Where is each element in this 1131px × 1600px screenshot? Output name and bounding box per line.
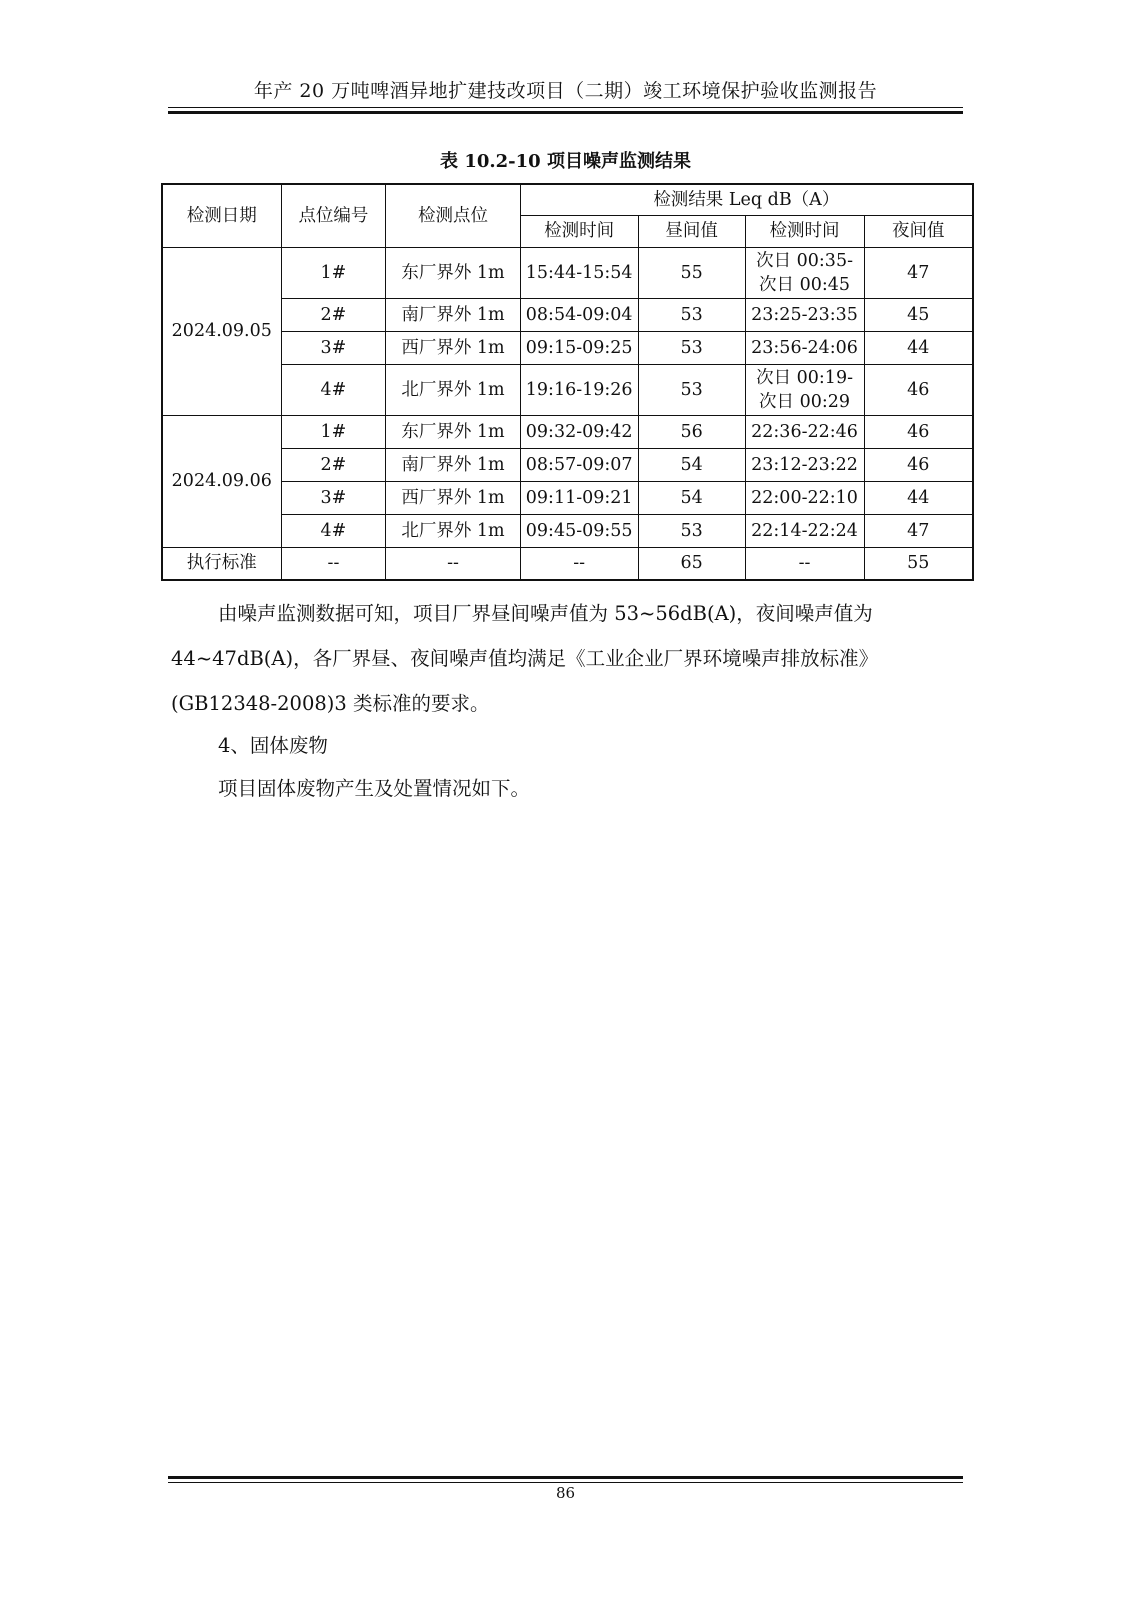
point-cell: 1#: [281, 247, 386, 298]
header-night-time: 检测时间: [745, 215, 864, 247]
day-value-cell: 53: [638, 331, 745, 364]
point-cell: 3#: [281, 481, 386, 514]
header-point-no: 点位编号: [281, 184, 386, 247]
night-value-cell: 45: [864, 298, 973, 331]
standard-night-value-cell: 55: [864, 547, 973, 580]
header-date: 检测日期: [162, 184, 281, 247]
location-cell: 东厂界外 1m: [386, 247, 520, 298]
table-caption: 表 10.2-10 项目噪声监测结果: [440, 151, 691, 172]
night-time-cell: 22:00-22:10: [745, 481, 864, 514]
day-time-cell: 19:16-19:26: [520, 364, 638, 415]
standard-day-value-cell: 65: [638, 547, 745, 580]
night-time-line-1: 次日 00:19-: [756, 367, 853, 388]
night-time-cell: [745, 247, 864, 298]
body-paragraph-solid-waste: 项目固体废物产生及处置情况如下。: [218, 777, 531, 800]
night-time-cell: 23:25-23:35: [745, 298, 864, 331]
day-value-cell: 53: [638, 298, 745, 331]
point-cell: 2#: [281, 298, 386, 331]
night-time-line-2: 次日 00:45: [759, 274, 851, 295]
day-time-cell: 15:44-15:54: [520, 247, 638, 298]
night-time-cell: [745, 364, 864, 415]
standard-point-cell: --: [281, 547, 386, 580]
night-time-line-2: 次日 00:29: [759, 391, 851, 412]
location-cell: 东厂界外 1m: [386, 415, 520, 448]
footer-rule-thick: [168, 1476, 963, 1479]
standard-night-time-cell: --: [745, 547, 864, 580]
standard-label-cell: 执行标准: [162, 547, 281, 580]
footer-rule-thin: [168, 1482, 963, 1483]
header-day-value: 昼间值: [638, 215, 745, 247]
day-value-cell: 53: [638, 364, 745, 415]
night-time-cell: 23:56-24:06: [745, 331, 864, 364]
night-value-cell: 47: [864, 247, 973, 298]
night-time-line-1: 次日 00:35-: [756, 250, 853, 271]
location-cell: 西厂界外 1m: [386, 481, 520, 514]
day-value-cell: 56: [638, 415, 745, 448]
location-cell: 北厂界外 1m: [386, 364, 520, 415]
night-time-cell: 22:36-22:46: [745, 415, 864, 448]
night-value-cell: 46: [864, 448, 973, 481]
location-cell: 南厂界外 1m: [386, 448, 520, 481]
night-value-cell: 46: [864, 364, 973, 415]
date-cell: 2024.09.06: [162, 415, 281, 547]
day-time-cell: 09:11-09:21: [520, 481, 638, 514]
day-value-cell: 54: [638, 481, 745, 514]
standard-location-cell: --: [386, 547, 520, 580]
location-cell: 南厂界外 1m: [386, 298, 520, 331]
point-cell: 4#: [281, 514, 386, 547]
day-time-cell: 08:57-09:07: [520, 448, 638, 481]
day-value-cell: 54: [638, 448, 745, 481]
night-value-cell: 44: [864, 481, 973, 514]
night-value-cell: 47: [864, 514, 973, 547]
point-cell: 4#: [281, 364, 386, 415]
section-heading-solid-waste: 4、固体废物: [218, 734, 328, 757]
header-rule-thin: [168, 107, 963, 108]
night-time-cell: 22:14-22:24: [745, 514, 864, 547]
header-day-time: 检测时间: [520, 215, 638, 247]
day-time-cell: 08:54-09:04: [520, 298, 638, 331]
body-paragraph-noise-conclusion: 由噪声监测数据可知，项目厂界昼间噪声值为 53~56dB(A)，夜间噪声值为 44~47dB(A)，各厂界昼、夜间噪声值均满足《工业企业厂界环境噪声排放标准》(GB12348-2008)3 类标准的要求。: [171, 602, 879, 715]
noise-results-table: [161, 183, 974, 581]
date-cell: 2024.09.05: [162, 247, 281, 415]
page-number: 86: [555, 1484, 576, 1502]
header-night-value: 夜间值: [864, 215, 973, 247]
location-cell: 西厂界外 1m: [386, 331, 520, 364]
day-time-cell: 09:45-09:55: [520, 514, 638, 547]
day-time-cell: 09:15-09:25: [520, 331, 638, 364]
standard-day-time-cell: --: [520, 547, 638, 580]
day-value-cell: 53: [638, 514, 745, 547]
page-header-title: 年产 20 万吨啤酒异地扩建技改项目（二期）竣工环境保护验收监测报告: [253, 80, 878, 102]
night-value-cell: 46: [864, 415, 973, 448]
header-location: 检测点位: [386, 184, 520, 247]
point-cell: 3#: [281, 331, 386, 364]
night-value-cell: 44: [864, 331, 973, 364]
location-cell: 北厂界外 1m: [386, 514, 520, 547]
day-time-cell: 09:32-09:42: [520, 415, 638, 448]
day-value-cell: 55: [638, 247, 745, 298]
header-result-group: 检测结果 Leq dB（A）: [520, 184, 973, 215]
header-rule-thick: [168, 111, 963, 114]
night-time-cell: 23:12-23:22: [745, 448, 864, 481]
point-cell: 2#: [281, 448, 386, 481]
point-cell: 1#: [281, 415, 386, 448]
